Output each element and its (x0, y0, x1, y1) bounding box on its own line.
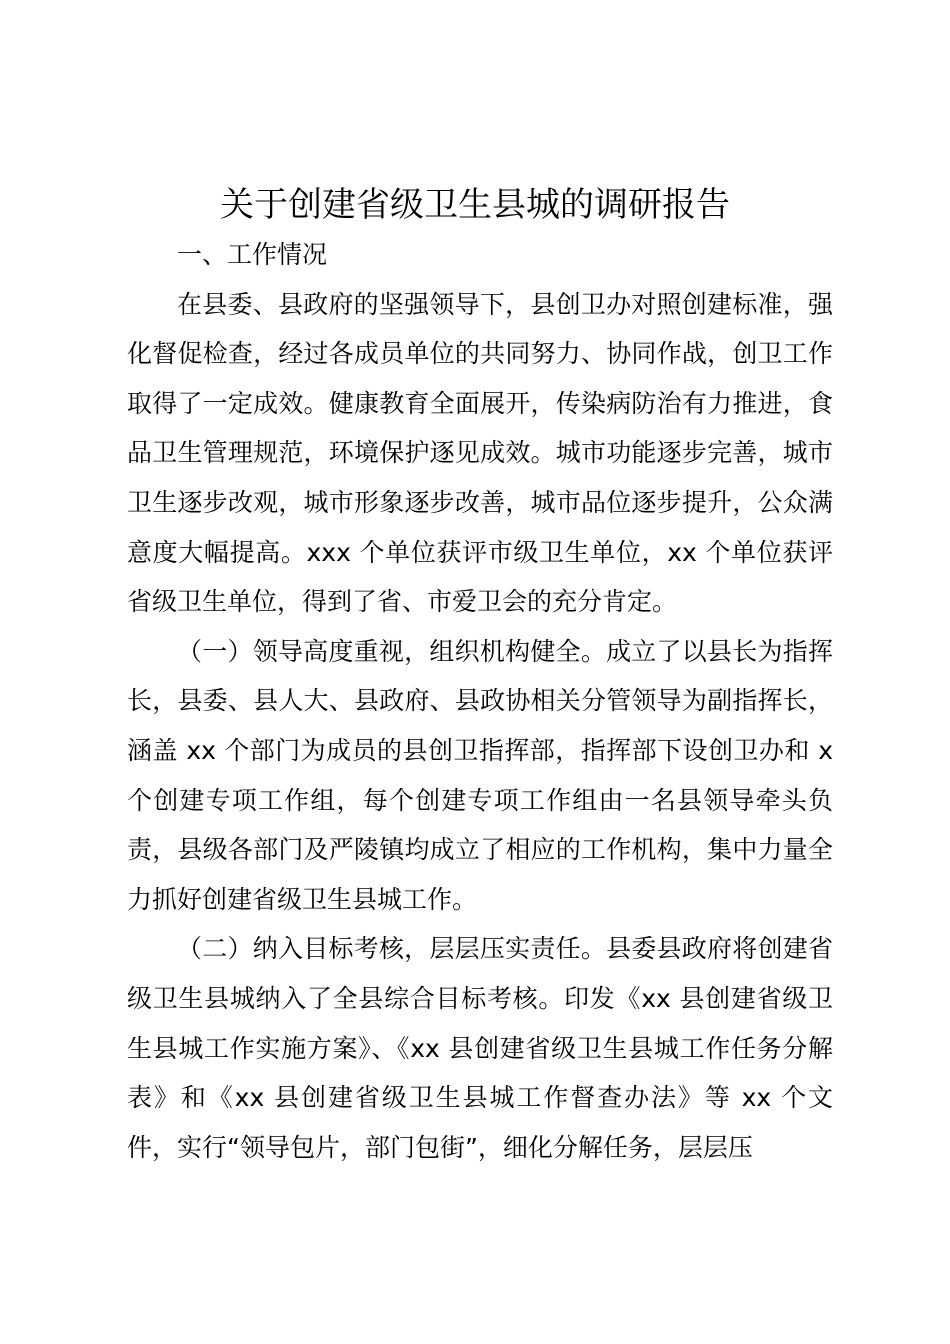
section-heading: 一、工作情况 (177, 240, 328, 269)
document-title: 关于创建省级卫生县城的调研报告 (220, 185, 730, 225)
paragraph-target-assessment: （二）纳入目标考核，层层压实责任。县委县政府将创建省级卫生县城纳入了全县综合目标考核。印发《xx 县创建省级卫生县城工作实施方案》、《xx 县创建省级卫生县城工作任务分解表》和《xx 县创建省级卫生县城工作督查办法》等 xx 个文件，实行“领导包片，部门包街”，细化分解任务，层层压 (127, 934, 833, 1162)
paragraph-leadership: （一）领导高度重视，组织机构健全。成立了以县长为指挥长，县委、县人大、县政府、县政协相关分管领导为副指挥长，涵盖 xx 个部门为成员的县创卫指挥部，指挥部下设创卫办和 x 个创建专项工作组，每个创建专项工作组由一名县领导牵头负责，县级各部门及严陵镇均成立了相应的工作机构，集中力量全力抓好创建省级卫生县城工作。 (127, 636, 833, 914)
document-body (127, 230, 833, 1172)
paragraph-work-overview: 在县委、县政府的坚强领导下，县创卫办对照创建标准，强化督促检查，经过各成员单位的共同努力、协同作战，创卫工作取得了一定成效。健康教育全面展开，传染病防治有力推进，食品卫生管理规范，环境保护逐见成效。城市功能逐步完善，城市卫生逐步改观，城市形象逐步改善，城市品位逐步提升，公众满意度大幅提高。xxx 个单位获评市级卫生单位，xx 个单位获评省级卫生单位，得到了省、市爱卫会的充分肯定。 (127, 289, 833, 617)
